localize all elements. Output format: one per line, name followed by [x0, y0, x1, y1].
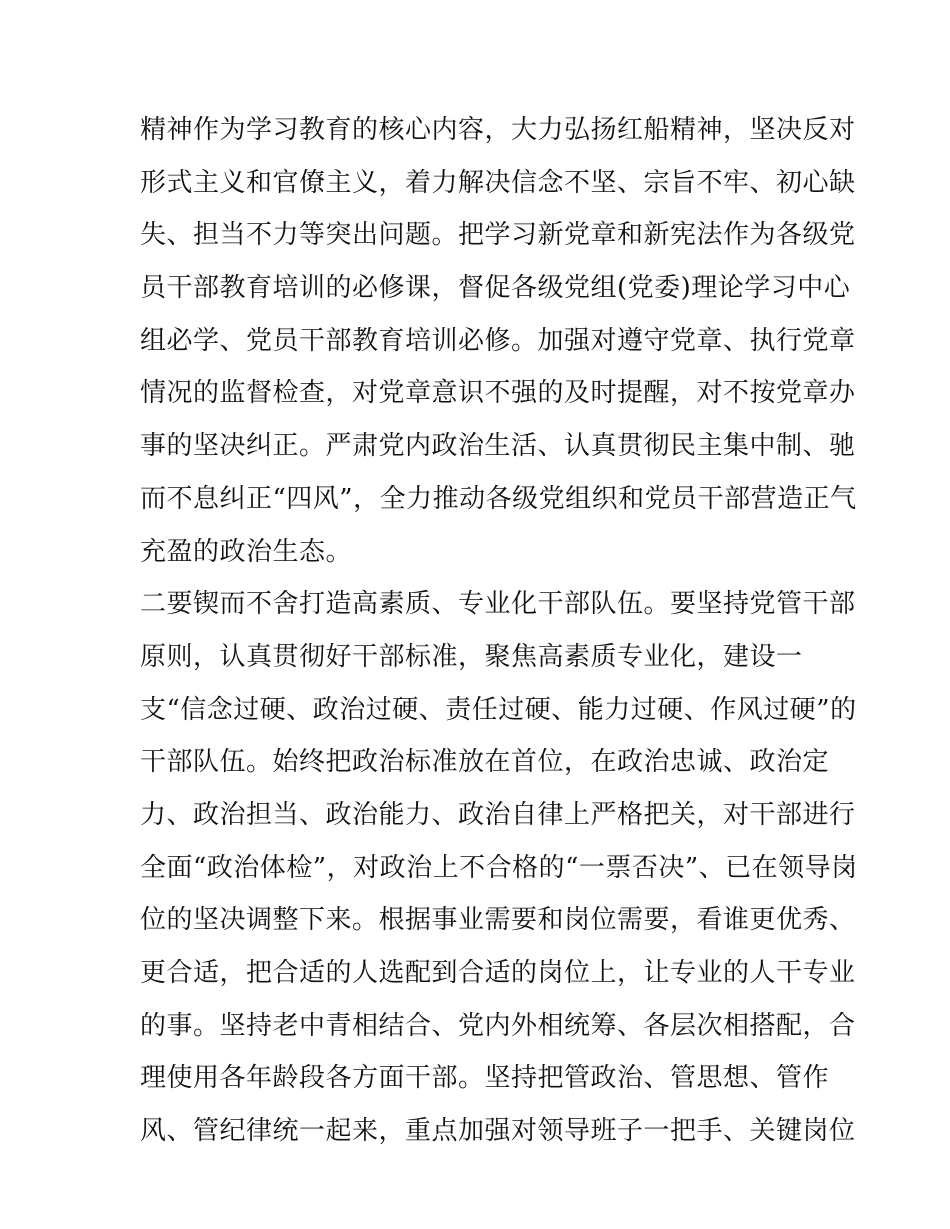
body-text [140, 104, 858, 1158]
text-line: 而不息纠正“四风”，全力推动各级党组织和党员干部营造正气 [140, 483, 857, 514]
text-line: 干部队伍。始终把政治标准放在首位，在政治忠诚、政治定 [140, 747, 830, 778]
text-line: 全面“政治体检”，对政治上不合格的“一票否决”、已在领导岗 [140, 852, 858, 883]
text-line: 更合适，把合适的人选配到合适的岗位上，让专业的人干专业 [140, 958, 856, 988]
text-line: 形式主义和官僚主义，着力解决信念不坚、宗旨不牢、初心缺 [140, 167, 856, 198]
text-line: 的事。坚持老中青相结合、党内外相统筹、各层次相搭配，合 [140, 1010, 856, 1041]
text-line: 员干部教育培训的必修课，督促各级党组(党委)理论学习中心 [140, 273, 851, 304]
text-line: 位的坚决调整下来。根据事业需要和岗位需要，看谁更优秀、 [140, 905, 856, 936]
text-line: 精神作为学习教育的核心内容，大力弘扬红船精神，坚决反对 [140, 115, 856, 145]
text-line: 理使用各年龄段各方面干部。坚持把管政治、管思想、管作 [140, 1063, 830, 1094]
text-line: 力、政治担当、政治能力、政治自律上严格把关，对干部进行 [140, 799, 856, 830]
text-line: 二要锲而不舍打造高素质、专业化干部队伍。要坚持党管干部 [140, 589, 856, 620]
text-line: 情况的监督检查，对党章意识不强的及时提醒，对不按党章办 [140, 378, 856, 409]
text-line: 事的坚决纠正。严肃党内政治生活、认真贯彻民主集中制、驰 [140, 431, 856, 462]
text-line: 失、担当不力等突出问题。把学习新党章和新宪法作为各级党 [140, 220, 856, 251]
text-line: 原则，认真贯彻好干部标准，聚焦高素质专业化，建设一 [140, 641, 803, 672]
text-line: 充盈的政治生态。 [140, 536, 353, 567]
text-line: 组必学、党员干部教育培训必修。加强对遵守党章、执行党章 [140, 325, 856, 356]
text-line: 风、管纪律统一起来，重点加强对领导班子一把手、关键岗位 [140, 1116, 856, 1147]
text-line: 支“信念过硬、政治过硬、责任过硬、能力过硬、作风过硬”的 [140, 694, 857, 725]
